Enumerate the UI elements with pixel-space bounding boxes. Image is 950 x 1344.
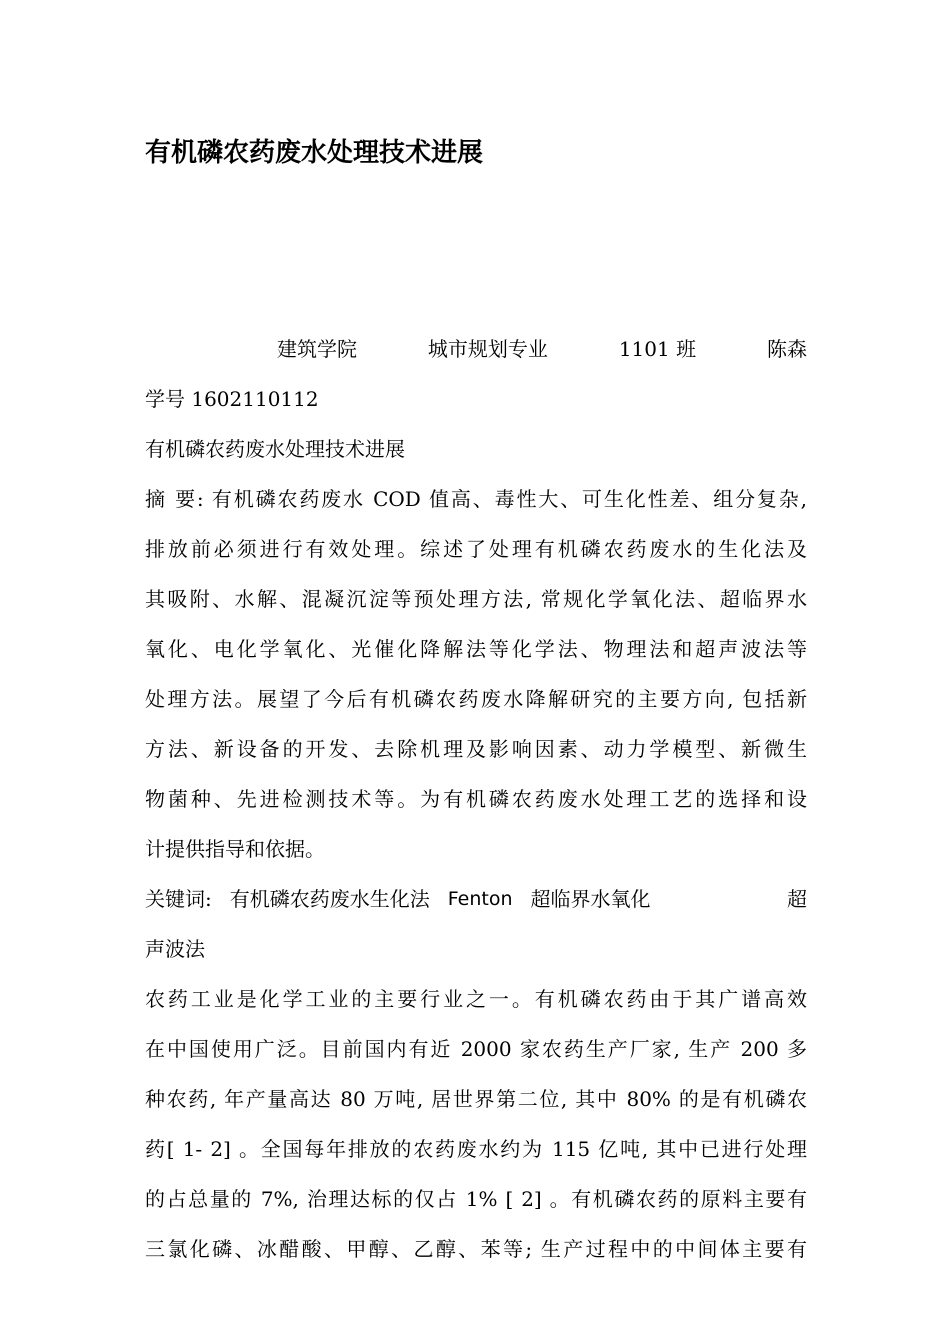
keywords-continuation: 声波法 <box>145 937 205 961</box>
author-line <box>145 324 807 374</box>
body-line: 农药工业是化学工业的主要行业之一。有机磷农药由于其广谱高效 <box>145 987 807 1011</box>
keyword-item: Fenton <box>447 888 513 910</box>
author-school: 建筑学院 <box>277 337 357 361</box>
document-subtitle: 有机磷农药废水处理技术进展 <box>145 437 405 461</box>
body-paragraph <box>145 974 807 1274</box>
student-id: 学号 1602110112 <box>145 387 319 411</box>
author-class: 1101 班 <box>618 337 697 361</box>
document-content <box>145 128 807 1274</box>
body-line: 三氯化磷、冰醋酸、甲醇、乙醇、苯等; 生产过程中的中间体主要有 <box>145 1237 807 1261</box>
abstract <box>145 474 807 874</box>
keywords-line <box>145 874 807 924</box>
keyword-item: 超临界水氧化 <box>530 887 651 911</box>
abstract-line: 计提供指导和依据。 <box>145 837 325 861</box>
author-major: 城市规划专业 <box>427 337 548 361</box>
abstract-line: 方法、新设备的开发、去除机理及影响因素、动力学模型、新微生 <box>145 737 807 761</box>
abstract-line: 物菌种、先进检测技术等。为有机磷农药废水处理工艺的选择和设 <box>145 787 807 811</box>
author-block <box>145 324 807 424</box>
abstract-line: 其吸附、水解、混凝沉淀等预处理方法, 常规化学氧化法、超临界水 <box>145 587 807 611</box>
abstract-line: 排放前必须进行有效处理。综述了处理有机磷农药废水的生化法及 <box>145 537 807 561</box>
keywords-label: 关键词: <box>145 887 212 911</box>
abstract-line: 处理方法。展望了今后有机磷农药废水降解研究的主要方向, 包括新 <box>145 687 807 711</box>
abstract-line: 氧化、电化学氧化、光催化降解法等化学法、物理法和超声波法等 <box>145 637 807 661</box>
body-line: 药[ 1- 2] 。全国每年排放的农药废水约为 115 亿吨, 其中已进行处理 <box>145 1137 807 1161</box>
keywords <box>145 874 807 974</box>
body-line: 的占总量的 7%, 治理达标的仅占 1% [ 2] 。有机磷农药的原料主要有 <box>145 1187 807 1211</box>
author-name: 陈森 <box>766 337 807 361</box>
abstract-line: 摘 要: 有机磷农药废水 COD 值高、毒性大、可生化性差、组分复杂, <box>145 487 807 511</box>
keywords-left <box>145 874 651 924</box>
body-line: 种农药, 年产量高达 80 万吨, 居世界第二位, 其中 80% 的是有机磷农 <box>145 1087 807 1111</box>
keyword-item: 超 <box>787 887 807 911</box>
keyword-item: 有机磷农药废水生化法 <box>229 887 430 911</box>
body-line: 在中国使用广泛。目前国内有近 2000 家农药生产厂家, 生产 200 多 <box>145 1037 807 1061</box>
document-title: 有机磷农药废水处理技术进展 <box>145 138 484 168</box>
